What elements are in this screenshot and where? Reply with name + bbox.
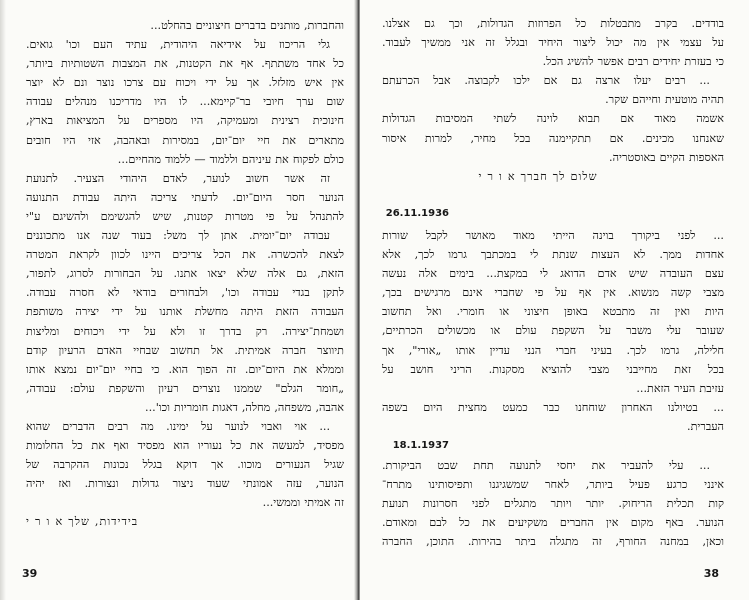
letter-date-2: 18.1.1937 [392, 440, 449, 451]
text-line: ... לפני ביקורך בוינה הייתי מאוד מאושר לקבל שורות [382, 229, 724, 242]
text-line: כולם לפקוח את עיניהם וללמוד — ללמוד מהחיים... [117, 152, 344, 166]
text-line: ושמחת־יצירה. רק בדרך זו ולא על ידי ויכוחים ומליצות [26, 324, 344, 338]
text-line: בודדים. בקרב מתבטלות כל הפרוזות הגדולות, וכך גם אצלנו. [382, 17, 724, 30]
text-line: מפסיד, למעשה את כל נעוריו הוא מפסיד ואף את כל החלומות [26, 439, 344, 453]
text-line: והחברות, מותנים בדברים חיצוניים בהחלט... [150, 19, 344, 32]
text-line: הנוער. באף מקום אין החברים משקיעים את כל לבם ומאודם. [382, 516, 724, 530]
text-line: הזאת, גם אלה שלא יצאו אתנו. על הבחורות לסרוג, לתפור, [26, 267, 344, 281]
text-line: מצבי קשה מנשוא. אין אף על פי שחברי אינם מרגישים בכך, [382, 286, 724, 300]
text-line: שעובר עלי משבר על השקפת עולם או מכשולים הכרתיים, [382, 324, 724, 338]
text-line: אינני כרגע פעיל ביותר, לאחר שמשגיגנו ותפיסותינו מתרח־ [382, 478, 724, 492]
text-line: ... עלי להעביר את יחסי לתנועה תחת שבט הביקורת. [382, 459, 710, 472]
text-line: מתארים את חיי יום־יום, במסירות ובאהבה, אזי היו חובים [26, 133, 344, 147]
text-line: העברית. [687, 419, 724, 433]
text-line: להתנהל על פי מטרות קטנות, שיש להגשימם ולהשיגם ע"י [26, 209, 344, 223]
text-line: אשמה מאוד אם תבוא לוינה לשתי המסיבות הגדולות [382, 112, 724, 126]
text-line: עבודה יום־יומית. אתן לך משל: בעוד שנה אנו מתכוננים [26, 229, 330, 243]
right-page [360, 0, 749, 600]
text-line: חלילה, גרמו לכך. בעיני חברי הנני עדיין אותו „אורי", אך [382, 343, 724, 357]
text-line: כי בעזרת יחידים רבים אפשר להשיג הכל. [542, 55, 724, 69]
text-line: היות ואין זה מתבטא באופן חיצוני או חומרי. ואל תחשוב [382, 305, 724, 319]
page-number-left: 39 [22, 567, 38, 580]
text-line: שגיל הנעורים מוכוו. אך דוקא בגלל נכונות ההקרבה של [26, 458, 344, 472]
text-line: אין איש מזלזל. אך על ידי ויכוח עם צרכו נוצר ונם לא יוצר [26, 76, 344, 90]
text-line: חינוכית רצינית ומעמיקה, היו מספרים על המציאות בארץ, [26, 114, 344, 128]
text-line: האספות הקיים באוסטריה. [609, 150, 724, 164]
text-line: ... בטיולנו האחרון שוחחנו כבר כמעט מחצית היום בשפה [382, 400, 724, 414]
text-line: תהיה מוטעית וחייהם שקר. [605, 93, 724, 107]
text-line: קות תכלית הריחוק. יותר ויותר מתגלים לפני חסרונות תנועת [382, 497, 724, 511]
text-line: אהבה, משפחה, מחלה, דאגות חומריות וכו'... [145, 400, 344, 414]
text-line: העבודה הזאת היתה מחשלת אותנו על ידי יצירה משותפת [26, 305, 344, 319]
text-line: וכאן, במחנה החורף, זה מתגלה ביתר בהירות. התוכן, החברה [382, 535, 724, 549]
letter-date-1: 26.11.1936 [385, 208, 449, 219]
text-line: „חומר הגלם" שממנו נוצרים רעיון והשקפת עולם: עבודה, [26, 381, 344, 395]
text-line: ... רבים יעלו ארצה גם אם ילכו לקבוצה. אבל הכרעתם [382, 74, 710, 88]
text-line: שום ערך חיובי בר־קיימא... לו היו מדריכנו מנהלים עבודה [26, 95, 344, 109]
text-line: לתקן בגדי עבודה וכו', ולבחורים בודאי לא חסרה עבודה. [26, 286, 344, 300]
right-page-intro-text [382, 14, 724, 186]
text-line: לצאת להכשרה. את הכל צריכים היינו לכוון לקראת המטרה [26, 248, 344, 262]
text-line: ... אוי ואבוי לנוער על ימינו. מה רבים הדברים שהוא [26, 419, 330, 433]
text-line: זה אשר חשוב לנוער, לאדם היהודי הצעיר. לתנועת [26, 171, 330, 185]
text-line: אחדות ממך. לא העצות שנתת לי במכתבך גרמו לכך, אלא [382, 248, 724, 262]
text-line: עזיבת העיר הזאת... [636, 381, 724, 395]
text-line: הנוער חסר היום־יום. לדעתי צריכה היתה עבודת התנועה [26, 190, 344, 204]
page-edge-shadow [0, 0, 6, 600]
text-line: הנוער, עזה אמונתי שעוד ניצור גדולות ונצורות. ואז יהיה [26, 477, 344, 491]
left-page [0, 0, 358, 600]
text-line: תיווצר חברה אמיתית. אל תחשוב שבחיי האדם הרעיון קודם [26, 343, 344, 357]
letter-signature: בידידות, שלך א ו ר י [26, 515, 139, 529]
text-line: עצם העובדה שיש אדם הדואג לי במקצת... בימים אלה נעשה [382, 267, 724, 281]
left-page-text [26, 16, 344, 532]
text-line: וממלא את היום־יום. זה הפוך הוא. כי בחיי יום־יום נמצא אותו [26, 362, 344, 376]
text-line: בכל זאת מחייבני מצבי להוציא מסקנות. הריני חושב על [382, 362, 724, 376]
text-line: זה אמיתי וממשי... [262, 496, 344, 510]
letter-1-text [382, 226, 724, 436]
page-number-right: 38 [703, 567, 719, 580]
letter-2-text [382, 456, 724, 551]
text-line: כל אחד משתתף. אף את הקטנות, את המצבות השטותיות ביותר, [26, 57, 344, 71]
letter-signature: שלום לך חברך א ו ר י [478, 169, 598, 183]
text-line: שאנחנו מכינים. אם תתקיימנה בכל מחיר, למרות איסור [382, 131, 724, 145]
text-line: גלי הריכוז על אידיאה היהודית, עתיד העם וכו' גואים. [26, 38, 330, 52]
text-line: על עצמי אין מה יכול ליצור היחיד ובגלל זה אני ממשיך לעבוד. [382, 36, 724, 50]
